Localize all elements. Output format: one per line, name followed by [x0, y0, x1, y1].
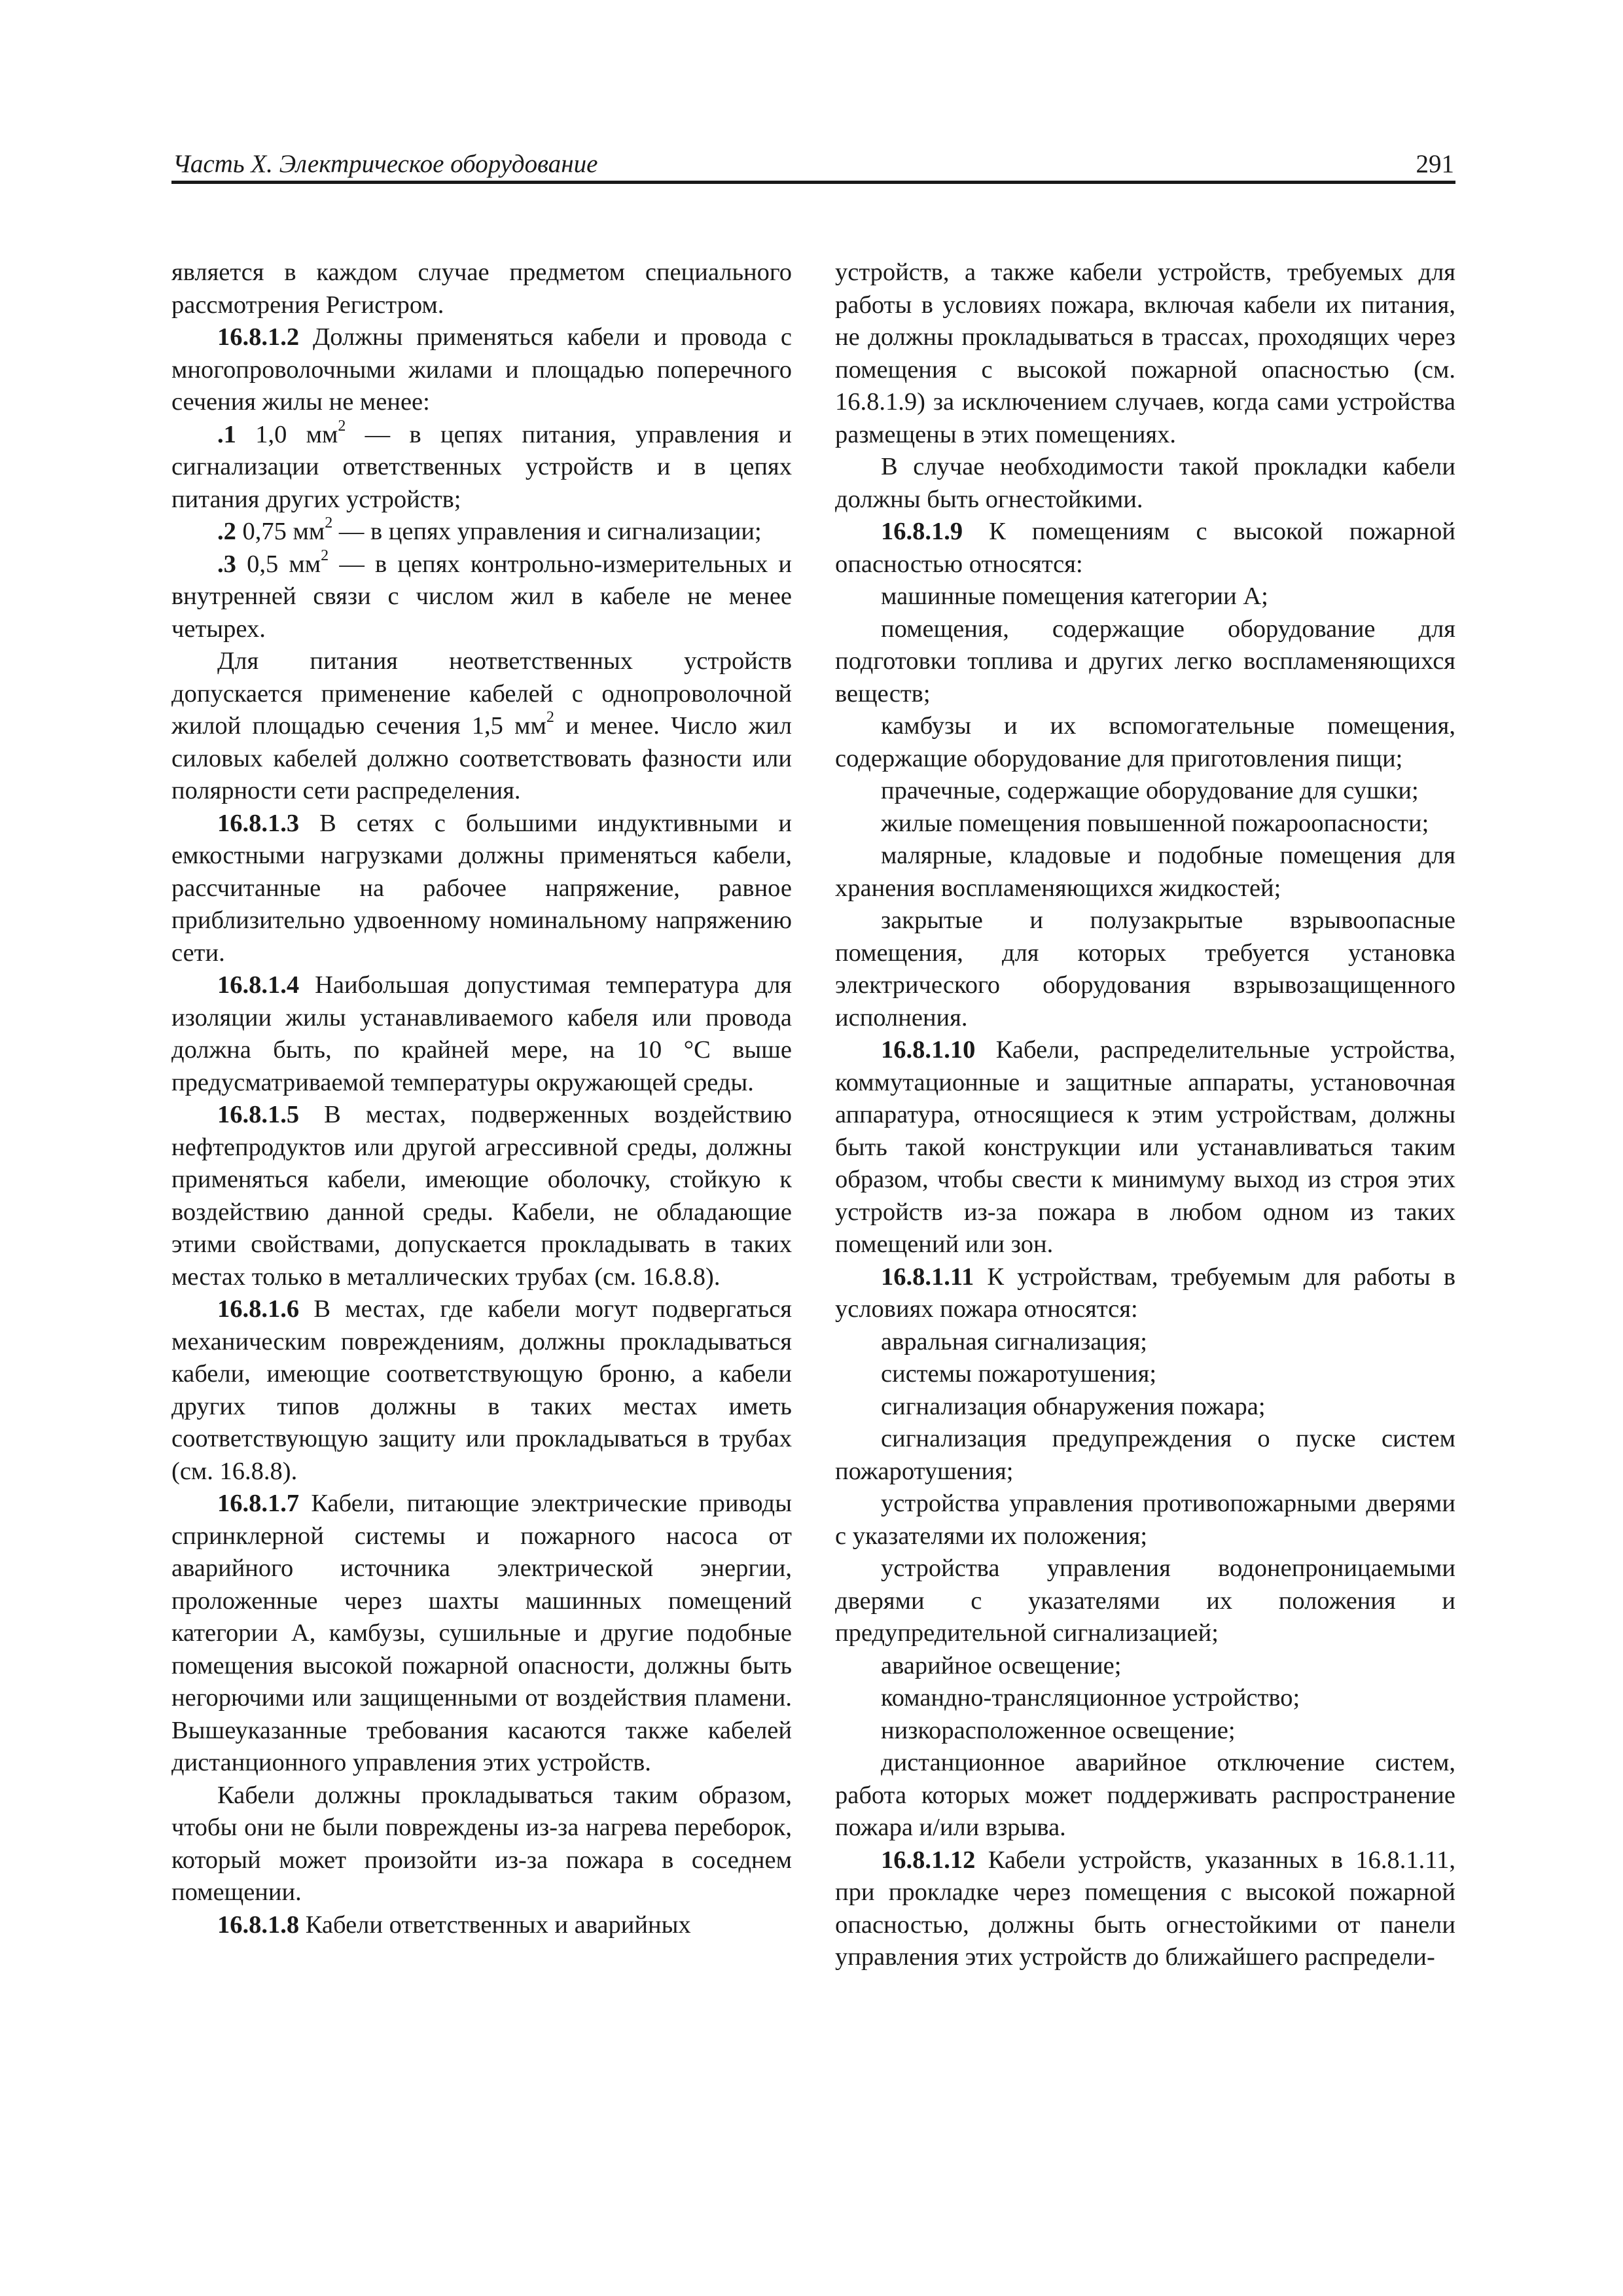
clause-number: 16.8.1.5: [217, 1101, 300, 1128]
item-number: .1: [217, 420, 236, 448]
list-item: помещения, содержащие оборудование для подготовки топлива и других легко воспламеняющихся веществ;: [835, 615, 1455, 708]
list-item: аварийное освещение;: [881, 1651, 1122, 1679]
list-item: сигнализация предупреждения о пуске систем пожаротушения;: [835, 1425, 1455, 1485]
clause-number: 16.8.1.9: [881, 518, 963, 545]
list-item: системы пожаротушения;: [881, 1360, 1157, 1388]
paragraph: Кабели должны прокладываться таким образом, чтобы они не были повреждены из-за нагрева переборок, который может произойти из-за пожара в соседнем помещении.: [171, 1781, 792, 1906]
clause-number: 16.8.1.12: [881, 1846, 976, 1874]
list-item: низкорасположенное освещение;: [881, 1716, 1236, 1744]
clause-16-8-1-3: 16.8.1.3 В сетях с большими индуктивными и емкостными нагрузками должны применяться кабели, рассчитанные на рабочее напряжение, равное приблизительно удвоенному номинальному напряжению сети.: [171, 809, 792, 967]
clause-16-8-1-4: 16.8.1.4 Наибольшая допустимая температура для изоляции жилы устанавливаемого кабеля или провода должна быть, по крайней мере, на 10 °С выше предусматриваемой температуры окружающей среды.: [171, 971, 792, 1096]
clause-number: 16.8.1.8: [217, 1910, 300, 1939]
clause-number: 16.8.1.3: [217, 809, 300, 837]
list-item-1: .1 1,0 $мм^2$ — в цепях питания, управления и сигнализации ответственных устройств и в цепях питания других устройств;: [171, 417, 792, 513]
item-number: .2: [217, 518, 236, 545]
clause-number: 16.8.1.2: [217, 323, 300, 351]
item-number: .3: [217, 550, 236, 578]
list-item: командно-трансляционное устройство;: [881, 1684, 1300, 1712]
list-item: жилые помещения повышенной пожароопасности;: [881, 809, 1429, 837]
clause-number: 16.8.1.6: [217, 1295, 300, 1323]
paragraph: Для питания неответственных устройств допускается применение кабелей с однопроволочной жилой площадью сечения 1,5 $мм^2$ и менее. Число жил силовых кабелей должно соответствовать фазности или полярности сети распределения.: [171, 647, 792, 804]
list-item: устройства управления водонепроницаемыми дверями с указателями их положения и предупредительной сигнализацией;: [835, 1554, 1455, 1647]
list-item: камбузы и их вспомогательные помещения, содержащие оборудование для приготовления пищи;: [835, 712, 1455, 772]
list-item: прачечные, содержащие оборудование для сушки;: [881, 777, 1419, 804]
clause-16-8-1-12: 16.8.1.12 Кабели устройств, указанных в 16.8.1.11, при прокладке через помещения с высокой пожарной опасностью, должны быть огнестойкими от панели управления этих устройств до ближайшего распредели-: [835, 1846, 1455, 1971]
running-title: Часть X. Электрическое оборудование: [173, 150, 598, 178]
clause-number: 16.8.1.4: [217, 971, 300, 999]
paragraph: является в каждом случае предметом специального рассмотрения Регистром.: [171, 259, 792, 319]
clause-number: 16.8.1.11: [881, 1263, 974, 1291]
clause-number: 16.8.1.7: [217, 1490, 300, 1517]
clause-16-8-1-6: 16.8.1.6 В местах, где кабели могут подвергаться механическим повреждениям, должны прокладываться кабели, имеющие соответствующую броню, а кабели других типов должны в таких местах иметь соответствующую защиту или прокладываться в трубах (см. 16.8.8).: [171, 1295, 792, 1485]
page-header: [171, 141, 1455, 184]
paragraph: устройств, а также кабели устройств, требуемых для работы в условиях пожара, включая кабели их питания, не должны прокладываться в трассах, проходящих через помещения с высокой пожарной опасностью (см. 16.8.1.9) за исключением случаев, когда сами устройства размещены в этих помещениях.: [835, 259, 1455, 448]
clause-16-8-1-9: 16.8.1.9 К помещениям с высокой пожарной опасностью относятся:: [835, 518, 1455, 578]
paragraph: В случае необходимости такой прокладки кабели должны быть огнестойкими.: [835, 453, 1455, 513]
clause-16-8-1-11: 16.8.1.11 К устройствам, требуемым для работы в условиях пожара относятся:: [835, 1263, 1455, 1323]
list-item: авральная сигнализация;: [881, 1327, 1147, 1355]
left-column: [171, 257, 792, 1941]
right-column: [835, 257, 1455, 1974]
clause-16-8-1-2: 16.8.1.2 Должны применяться кабели и провода с многопроволочными жилами и площадью поперечного сечения жилы не менее:: [171, 323, 792, 416]
clause-16-8-1-8: 16.8.1.8 Кабели ответственных и аварийных: [217, 1910, 691, 1939]
list-item-2: .2 0,75 $мм^2$ — в цепях управления и сигнализации;: [217, 514, 762, 545]
list-item: устройства управления противопожарными дверями с указателями их положения;: [835, 1490, 1455, 1550]
clause-16-8-1-5: 16.8.1.5 В местах, подверженных воздействию нефтепродуктов или другой агрессивной среды, должны применяться кабели, имеющие оболочку, стойкую к воздействию данной среды. Кабели, не обладающие этими свойствами, допускается прокладывать в таких местах только в металлических трубах (см. 16.8.8).: [171, 1101, 792, 1291]
list-item-3: .3 0,5 $мм^2$ — в цепях контрольно-измерительных и внутренней связи с числом жил в кабеле не менее четырех.: [171, 547, 792, 643]
list-item: дистанционное аварийное отключение систем, работа которых может поддерживать распространение пожара и/или взрыва.: [835, 1749, 1455, 1841]
clause-16-8-1-10: 16.8.1.10 Кабели, распределительные устройства, коммутационные и защитные аппараты, установочная аппаратура, относящиеся к этим устройствам, должны быть такой конструкции или устанавливаться таким образом, чтобы свести к минимуму выход из строя этих устройств из-за пожара в любом одном из таких помещений или зон.: [835, 1036, 1455, 1258]
list-item: машинные помещения категории А;: [881, 583, 1268, 610]
clause-number: 16.8.1.10: [881, 1036, 976, 1064]
list-item: закрытые и полузакрытые взрывоопасные помещения, для которых требуется установка электрического оборудования взрывозащищенного исполнения.: [835, 906, 1455, 1031]
clause-16-8-1-7: 16.8.1.7 Кабели, питающие электрические приводы спринклерной системы и пожарного насоса от аварийного источника электрической энергии, проложенные через шахты машинных помещений категории А, камбузы, сушильные и другие подобные помещения высокой пожарной опасности, должны быть негорючими или защищенными от воздействия пламени. Вышеуказанные требования касаются также кабелей дистанционного управления этих устройств.: [171, 1490, 792, 1776]
list-item: сигнализация обнаружения пожара;: [881, 1392, 1266, 1420]
page-number: 291: [1416, 150, 1454, 178]
list-item: малярные, кладовые и подобные помещения для хранения воспламеняющихся жидкостей;: [835, 842, 1455, 902]
